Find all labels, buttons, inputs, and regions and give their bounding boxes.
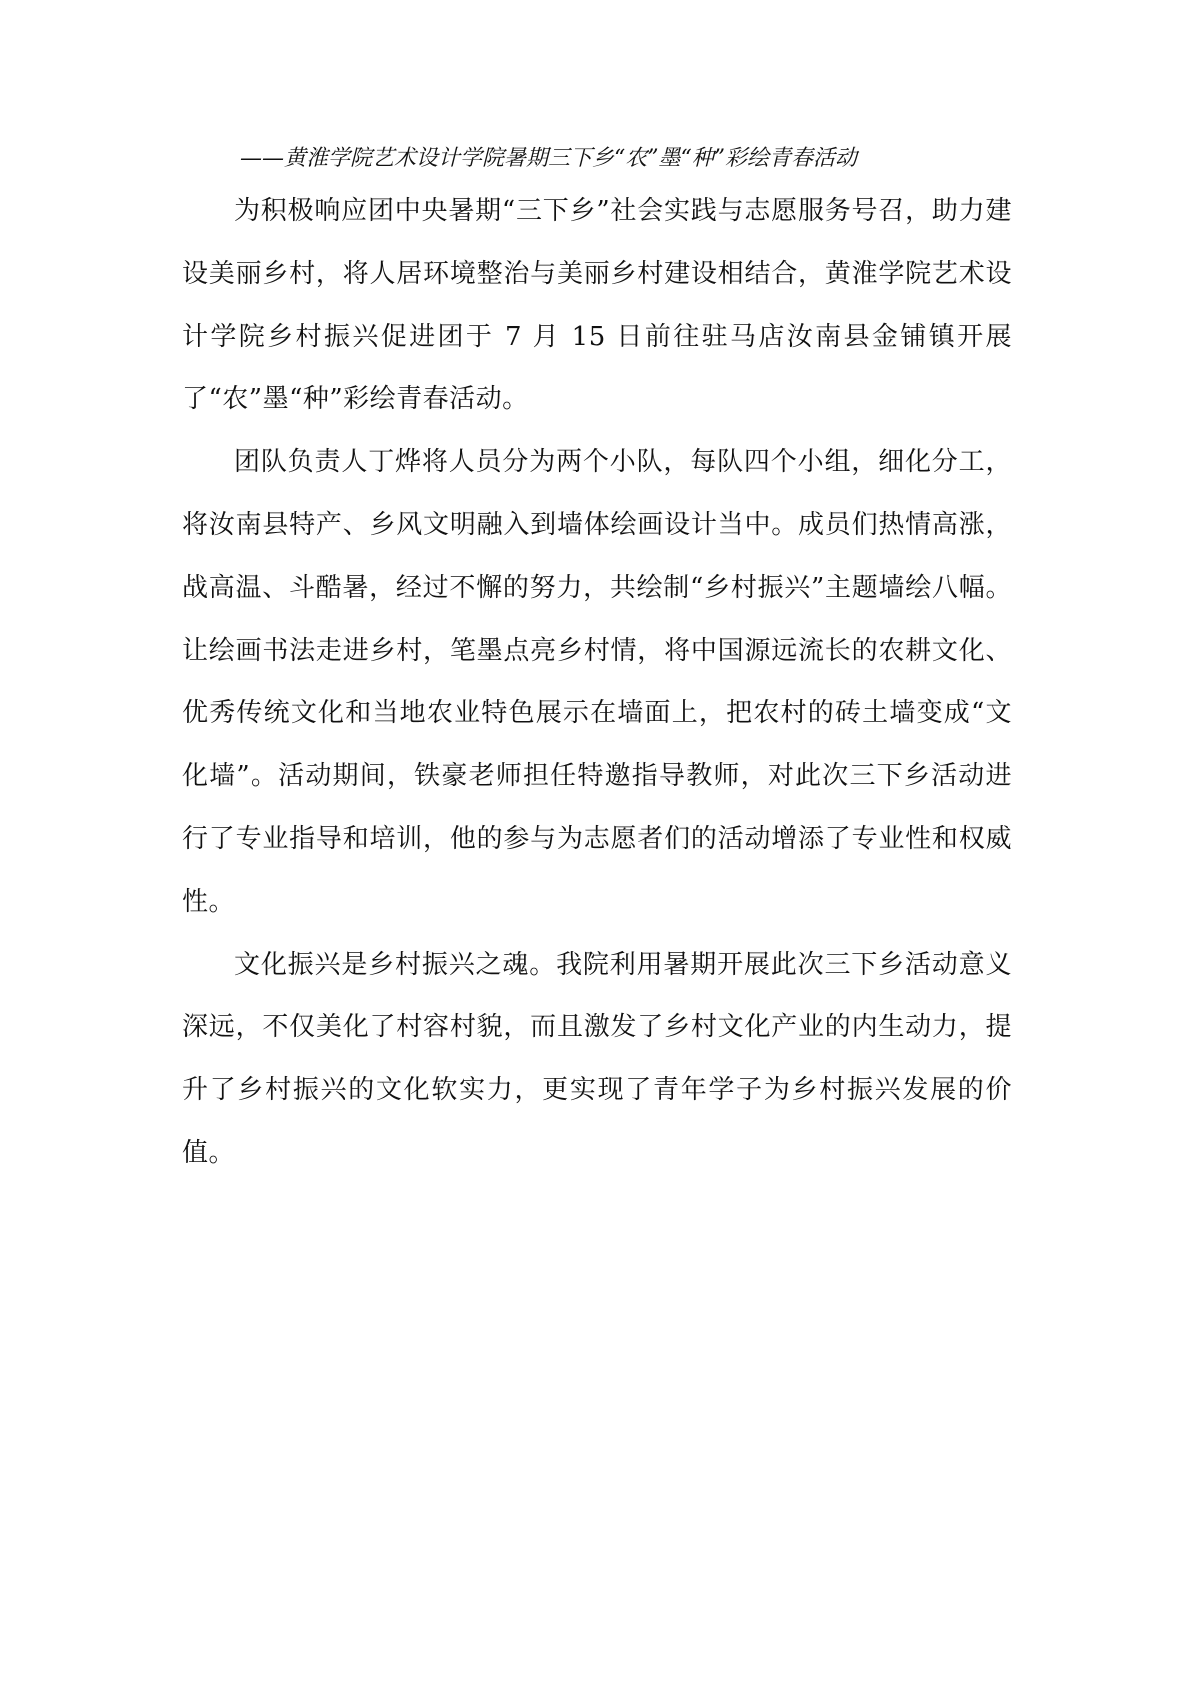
paragraph-team-activity: 团队负责人丁烨将人员分为两个小队，每队四个小组，细化分工，将汝南县特产、乡风文明融入到墙体绘画设计当中。成员们热情高涨，战高温、斗酷暑，经过不懈的努力，共绘制“乡村振兴”主题墙绘八幅。让绘画书法走进乡村，笔墨点亮乡村情，将中国源远流长的农耕文化、优秀传统文化和当地农业特色展示在墙面上，把农村的砖土墙变成“文化墙”。活动期间，铁豪老师担任特邀指导教师，对此次三下乡活动进行了专业指导和培训，他的参与为志愿者们的活动增添了专业性和权威性。 xyxy=(182,447,1012,917)
paragraph-significance: 文化振兴是乡村振兴之魂。我院利用暑期开展此次三下乡活动意义深远，不仅美化了村容村貌，而且激发了乡村文化产业的内生动力，提升了乡村振兴的文化软实力，更实现了青年学子为乡村振兴发展的价值。 xyxy=(182,949,1012,1168)
document-body xyxy=(182,180,1012,1185)
document-subtitle: ——黄淮学院艺术设计学院暑期三下乡“农”墨“种”彩绘青春活动 xyxy=(240,146,857,171)
paragraph-intro: 为积极响应团中央暑期“三下乡”社会实践与志愿服务号召，助力建设美丽乡村，将人居环境整治与美丽乡村建设相结合，黄淮学院艺术设计学院乡村振兴促进团于 7 月 15 日前往驻马店汝南县金铺镇开展了“农”墨“种”彩绘青春活动。 xyxy=(182,196,1012,415)
